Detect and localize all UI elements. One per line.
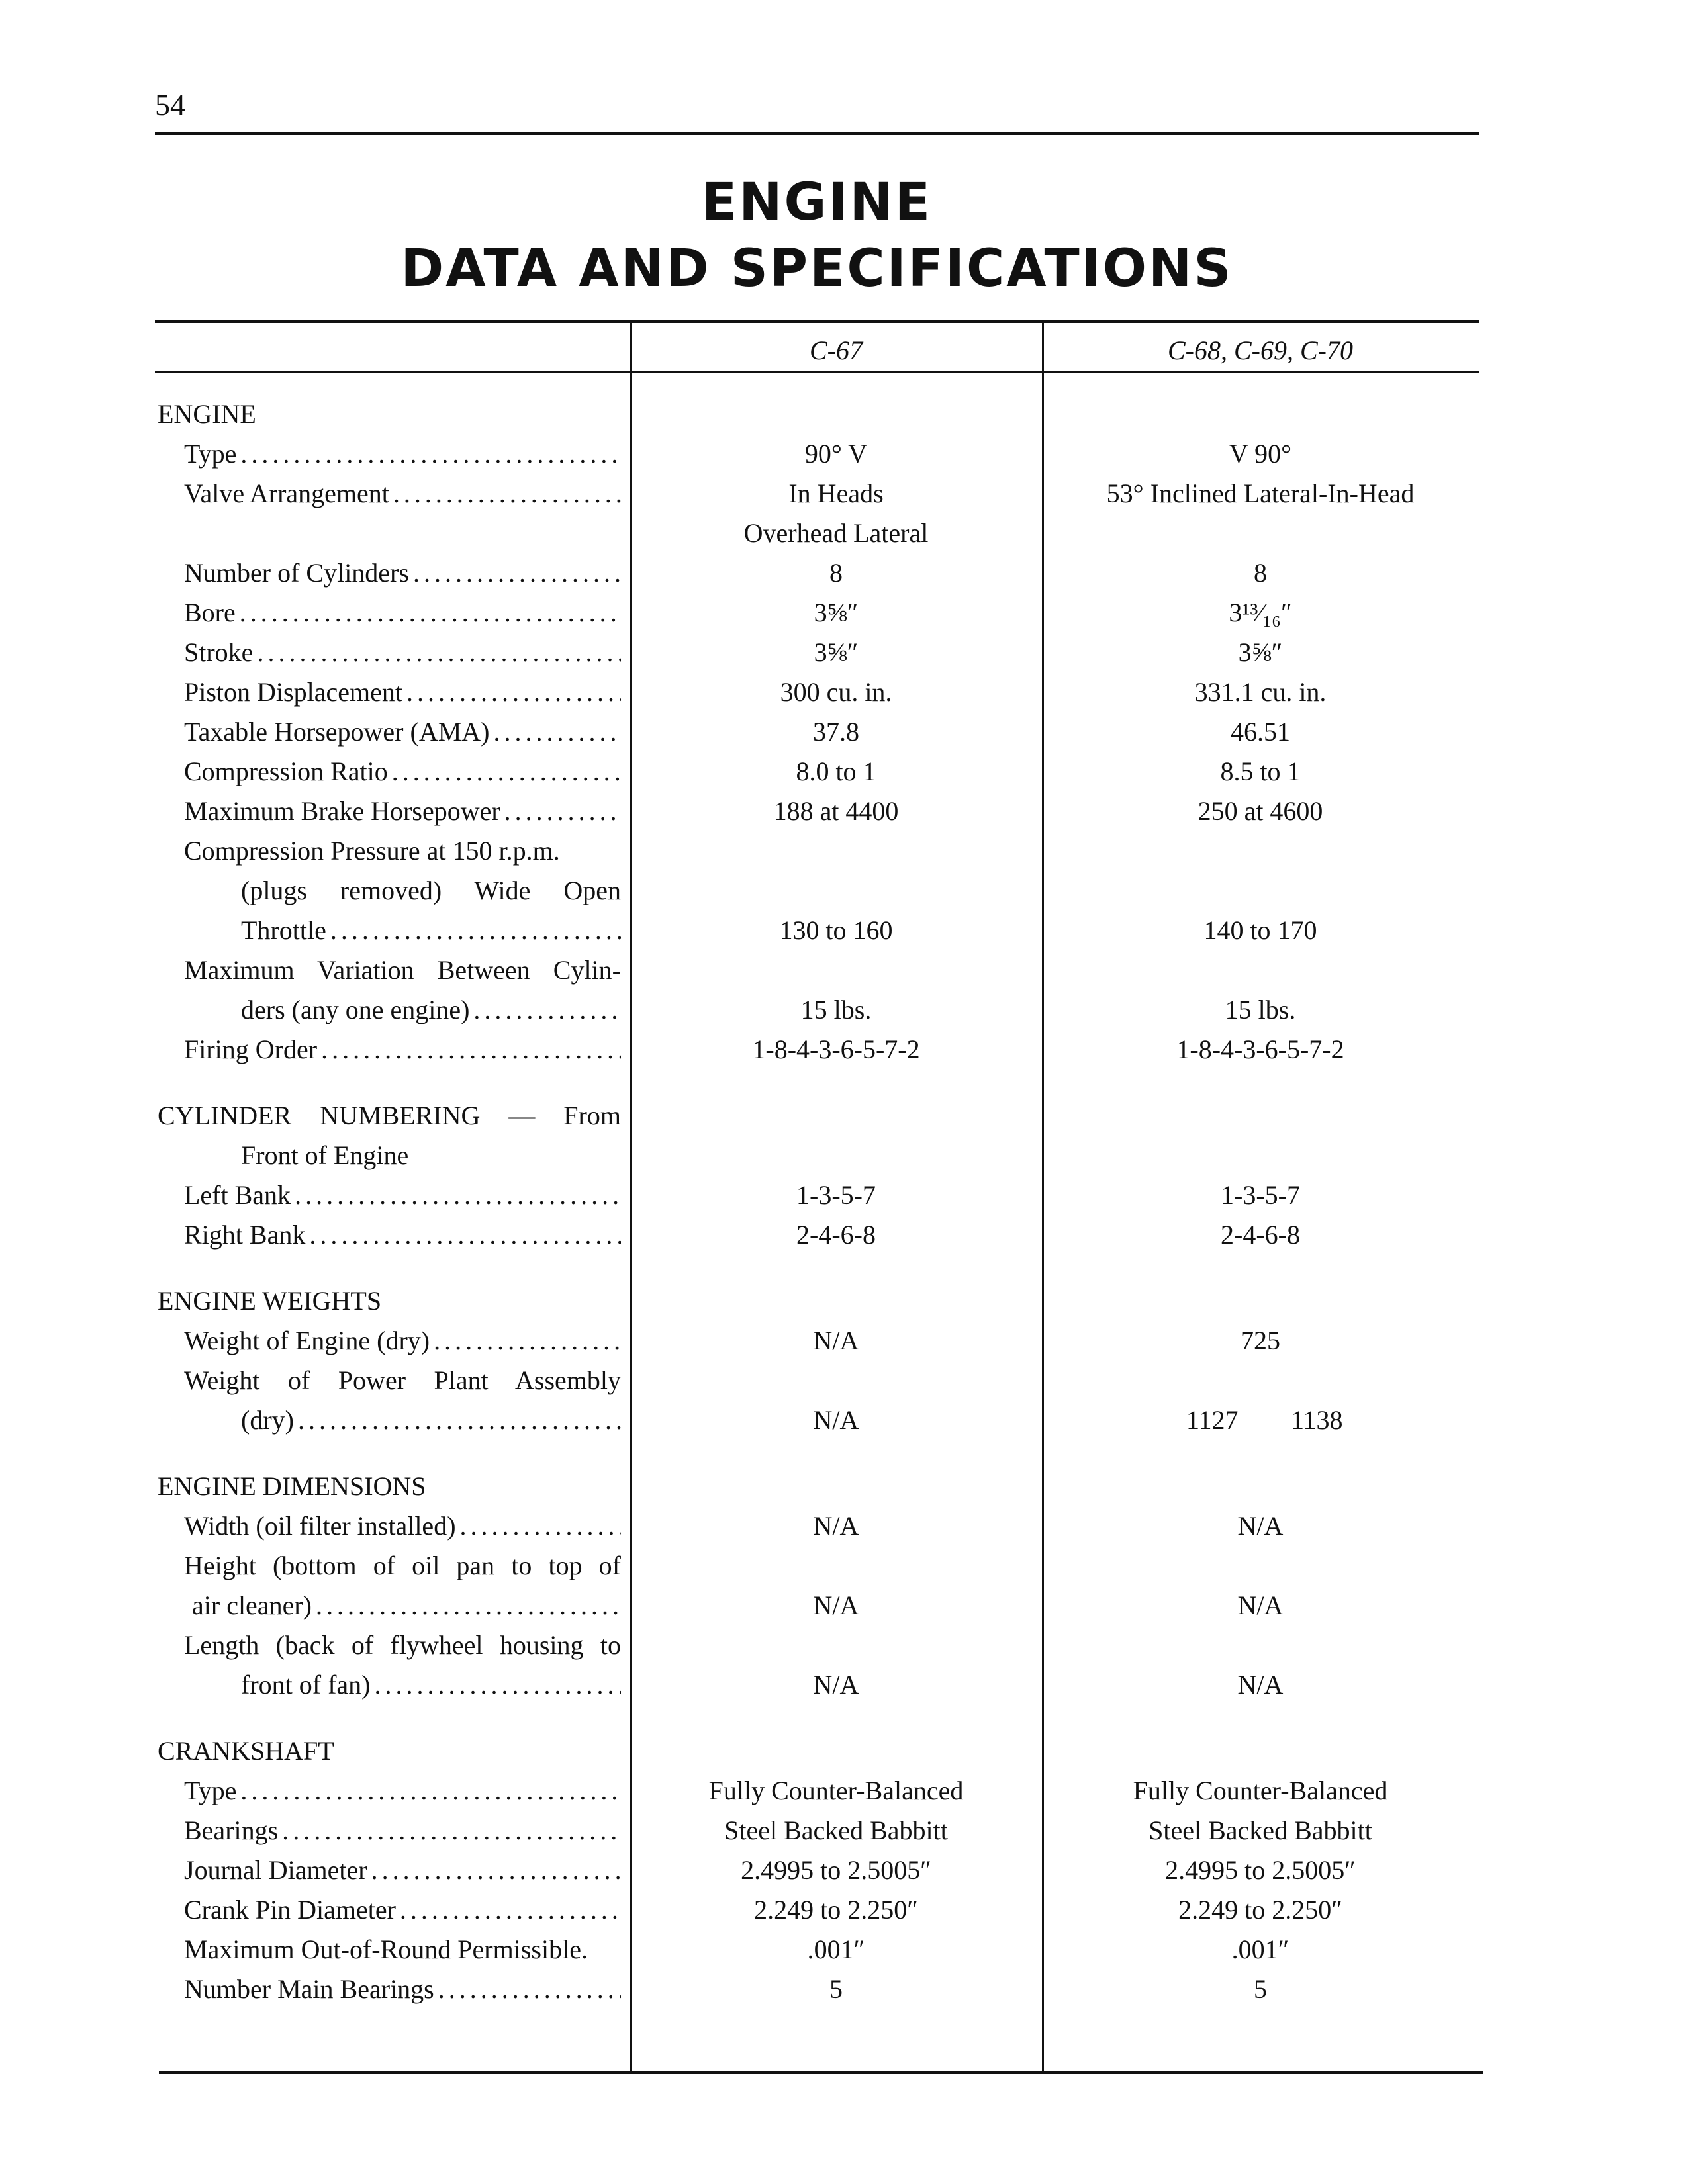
table-row <box>0 593 1688 633</box>
value-c68: 250 at 4600 <box>1197 796 1323 826</box>
table-row <box>0 712 1688 752</box>
table-top-rule <box>155 320 1479 323</box>
value-c67: .001″ <box>807 1934 865 1964</box>
table-row <box>0 1400 1688 1440</box>
section-engine-row <box>0 394 1688 434</box>
value-c68: 3⅝″ <box>1238 637 1283 667</box>
row-label-continued: air cleaner) ..... <box>192 1586 621 1625</box>
value-c67: 1-8-4-3-6-5-7-2 <box>752 1034 920 1064</box>
table-row <box>0 1546 1688 1586</box>
table-row <box>0 1136 1688 1175</box>
value-c67: 2.249 to 2.250″ <box>754 1895 918 1925</box>
table-row <box>0 1361 1688 1400</box>
table-row <box>0 1506 1688 1546</box>
value-c67: In Heads <box>788 478 884 508</box>
table-row <box>0 1930 1688 1970</box>
table-row <box>0 831 1688 871</box>
row-label: Width (oil filter installed) ..... <box>184 1506 621 1546</box>
value-c68: 2-4-6-8 <box>1221 1220 1300 1250</box>
row-label: Weight of Power Plant Assembly <box>184 1365 621 1395</box>
section-heading: CRANKSHAFT <box>158 1736 334 1766</box>
section-engine-weights-row <box>0 1281 1688 1321</box>
value-c68: 53° Inclined Lateral-In-Head <box>1106 478 1415 508</box>
table-row <box>0 1771 1688 1811</box>
section-heading-continued: Front of Engine <box>241 1140 409 1170</box>
value-c68: 1-3-5-7 <box>1221 1180 1300 1210</box>
table-row <box>0 1665 1688 1705</box>
column-header-c67: C-67 <box>810 336 863 365</box>
value-c67: N/A <box>813 1326 859 1355</box>
top-rule <box>155 132 1479 135</box>
row-label: Number of Cylinders ..... <box>184 553 621 593</box>
page-number: 54 <box>155 88 185 122</box>
value-c67: 3⅝″ <box>814 637 859 667</box>
value-c67: 15 lbs. <box>800 995 872 1024</box>
table-row <box>0 792 1688 831</box>
value-c67: 8.0 to 1 <box>796 756 876 786</box>
section-heading: ENGINE WEIGHTS <box>158 1286 382 1316</box>
table-row <box>0 752 1688 792</box>
page-title: ENGINE <box>701 173 933 232</box>
table-row <box>0 950 1688 990</box>
value-c67: N/A <box>813 1670 859 1700</box>
table-row <box>0 1625 1688 1665</box>
row-label: Firing Order ..... <box>184 1030 621 1069</box>
value-c67: 37.8 <box>813 717 859 747</box>
row-label-continued: front of fan) ..... <box>241 1665 621 1705</box>
table-row <box>0 553 1688 593</box>
row-label: Maximum Out-of-Round Permissible. <box>184 1934 588 1964</box>
table-row <box>0 1175 1688 1215</box>
table-row <box>0 911 1688 950</box>
table-row <box>0 1321 1688 1361</box>
row-label: Type ..... <box>184 1771 621 1811</box>
value-c68: 2.4995 to 2.5005″ <box>1165 1855 1356 1885</box>
value-c67: 5 <box>829 1974 843 2004</box>
section-heading: ENGINE DIMENSIONS <box>158 1471 426 1501</box>
table-row <box>0 1890 1688 1930</box>
value-c68: Steel Backed Babbitt <box>1149 1815 1372 1845</box>
value-c68: 331.1 cu. in. <box>1194 677 1327 707</box>
table-row <box>0 1030 1688 1069</box>
row-label: Piston Displacement ..... <box>184 672 621 712</box>
row-label: Bore ..... <box>184 593 621 633</box>
table-row <box>0 1850 1688 1890</box>
value-c68: N/A <box>1237 1590 1284 1620</box>
section-heading: ENGINE <box>158 399 256 429</box>
value-c68: 1-8-4-3-6-5-7-2 <box>1176 1034 1344 1064</box>
value-c67: Steel Backed Babbitt <box>724 1815 948 1845</box>
row-label: Stroke ..... <box>184 633 621 672</box>
row-label: Maximum Brake Horsepower ..... <box>184 792 621 831</box>
value-c67: 300 cu. in. <box>780 677 892 707</box>
value-c68: 15 lbs. <box>1225 995 1296 1024</box>
table-row <box>0 633 1688 672</box>
column-header-c68-c70: C-68, C-69, C-70 <box>1168 336 1353 365</box>
table-row <box>0 990 1688 1030</box>
row-label: Compression Pressure at 150 r.p.m. <box>184 836 560 866</box>
row-label: Number Main Bearings ..... <box>184 1970 621 2009</box>
row-label: Compression Ratio ..... <box>184 752 621 792</box>
value-c68: Fully Counter-Balanced <box>1133 1776 1388 1805</box>
value-c67: 90° V <box>804 439 868 469</box>
table-row <box>0 434 1688 474</box>
row-label: Maximum Variation Between Cylin- <box>184 955 621 985</box>
table-header-rule <box>155 371 1479 373</box>
value-c68: 3¹³⁄₁₆″ <box>1229 598 1292 627</box>
value-c68: 8.5 to 1 <box>1220 756 1301 786</box>
value-c67: N/A <box>813 1405 859 1435</box>
value-c67: 3⅝″ <box>814 598 859 627</box>
section-heading: CYLINDER NUMBERING — From <box>158 1101 621 1130</box>
row-label: Bearings ..... <box>184 1811 621 1850</box>
table-row <box>0 1215 1688 1255</box>
value-c68: N/A <box>1237 1511 1284 1541</box>
table-row <box>0 871 1688 911</box>
row-label: Left Bank ..... <box>184 1175 621 1215</box>
value-c68: V 90° <box>1229 439 1292 469</box>
value-c67: 130 to 160 <box>779 915 893 945</box>
table-row <box>0 672 1688 712</box>
value-c68: 1127 <box>1186 1405 1239 1435</box>
value-c67: 1-3-5-7 <box>796 1180 876 1210</box>
row-label: Crank Pin Diameter ..... <box>184 1890 621 1930</box>
value-c68: 46.51 <box>1231 717 1290 747</box>
value-c69-c70: 1138 <box>1291 1405 1343 1435</box>
value-c67: 2.4995 to 2.5005″ <box>741 1855 931 1885</box>
section-crankshaft-row <box>0 1731 1688 1771</box>
section-engine-dimensions-row <box>0 1467 1688 1506</box>
value-c68: 725 <box>1241 1326 1280 1355</box>
value-c67: N/A <box>813 1511 859 1541</box>
value-c67: 2-4-6-8 <box>796 1220 876 1250</box>
row-label-continued: ders (any one engine) ..... <box>241 990 621 1030</box>
table-bottom-rule <box>159 2071 1483 2074</box>
row-label: Right Bank ..... <box>184 1215 621 1255</box>
table-row <box>0 474 1688 514</box>
table-row <box>0 1970 1688 2009</box>
row-label-continued: (dry) ..... <box>241 1400 621 1440</box>
row-label: Length (back of flywheel housing to <box>184 1630 621 1660</box>
page-subtitle: DATA AND SPECIFICATIONS <box>400 239 1233 298</box>
value-c67: 188 at 4400 <box>773 796 899 826</box>
value-c67: Fully Counter-Balanced <box>708 1776 964 1805</box>
table-row <box>0 1586 1688 1625</box>
value-c67: N/A <box>813 1590 859 1620</box>
value-c67: Overhead Lateral <box>743 518 929 548</box>
row-label: Type ..... <box>184 434 621 474</box>
value-c68: 2.249 to 2.250″ <box>1178 1895 1342 1925</box>
section-cylinder-numbering-row <box>0 1096 1688 1136</box>
value-c68: N/A <box>1237 1670 1284 1700</box>
row-label-continued: Throttle ..... <box>241 911 621 950</box>
row-label: Journal Diameter ..... <box>184 1850 621 1890</box>
row-label: Valve Arrangement ..... <box>184 474 621 514</box>
value-c68: 8 <box>1254 558 1267 588</box>
row-label-continued: (plugs removed) Wide Open <box>241 876 621 905</box>
value-c68: 140 to 170 <box>1203 915 1317 945</box>
value-c68: .001″ <box>1231 1934 1289 1964</box>
table-row <box>0 1811 1688 1850</box>
row-label: Weight of Engine (dry) ..... <box>184 1321 621 1361</box>
value-c67: 8 <box>829 558 843 588</box>
value-c68: 5 <box>1254 1974 1267 2004</box>
row-label: Taxable Horsepower (AMA) ..... <box>184 712 621 752</box>
table-row <box>0 514 1688 553</box>
row-label: Height (bottom of oil pan to top of <box>184 1551 621 1580</box>
